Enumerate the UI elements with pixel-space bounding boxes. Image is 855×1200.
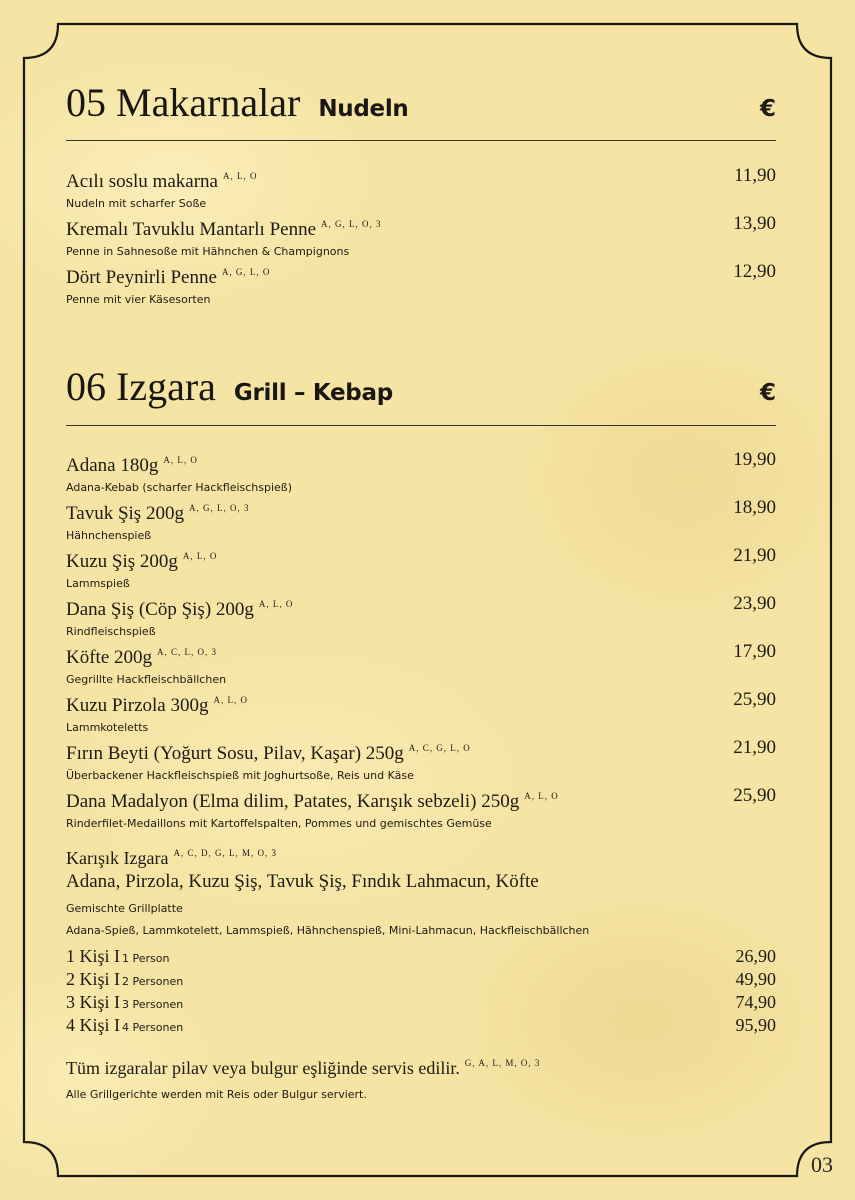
item-description: Rinderfilet-Medaillons mit Kartoffelspalten, Pommes und gemischtes Gemüse [66,817,492,830]
menu-item [66,545,776,590]
item-allergens: A, L, O [213,695,248,705]
section-header-grill [66,366,776,412]
item-price: 21,90 [733,545,776,566]
item-name: Köfte 200g [66,647,153,668]
item-price: 18,90 [733,497,776,518]
menu-item [66,593,776,638]
section-subtitle: Nudeln [318,96,409,122]
item-allergens: A, G, L, O [221,267,271,277]
portion-price: 26,90 [735,946,776,966]
item-price: 17,90 [733,641,776,662]
portion-sublabel: 4 Personen [122,1021,184,1034]
item-name: Tavuk Şiş 200g [66,503,184,524]
mixed-grill-allergens: A, C, D, G, L, M, O, 3 [173,848,277,858]
item-name: Adana 180g [66,455,159,476]
mixed-grill-title [66,847,277,869]
item-description: Rindfleischspieß [66,625,156,638]
mixed-grill-description-detail: Adana-Spieß, Lammkotelett, Lammspieß, Hähnchenspieß, Mini-Lahmacun, Hackfleischbällchen [66,924,590,937]
footer-note [66,1057,540,1079]
portion-price: 95,90 [735,1015,776,1035]
page-number: 03 [811,1152,833,1177]
menu-item [66,165,776,210]
item-allergens: A, G, L, O, 3 [188,503,250,513]
item-description: Überbackener Hackfleischspieß mit Joghurtsoße, Reis und Käse [66,769,414,782]
currency-label: € [759,96,776,122]
item-price: 12,90 [733,261,776,282]
portion-row [66,969,776,991]
portion-price: 49,90 [735,969,776,989]
footer-note-text: Tüm izgaralar pilav veya bulgur eşliğinde servis edilir. [66,1058,460,1078]
menu-item [66,689,776,734]
item-name: Kuzu Pirzola 300g [66,695,209,716]
item-price: 19,90 [733,449,776,470]
item-allergens: A, L, O [524,791,559,801]
item-name: Fırın Beyti (Yoğurt Sosu, Pilav, Kaşar) 250g [66,743,404,764]
menu-item [66,641,776,686]
portion-row [66,992,776,1014]
menu-item [66,497,776,542]
portion-label: 3 Kişi I [66,992,120,1012]
item-allergens: A, L, O [222,171,258,181]
portion-row [66,946,776,968]
item-description: Penne mit vier Käsesorten [66,293,211,306]
section-divider [66,140,776,141]
item-description: Gegrillte Hackfleischbällchen [66,673,227,686]
item-allergens: A, L, O [182,551,218,561]
item-name: Dana Madalyon (Elma dilim, Patates, Karışık sebzeli) 250g [66,791,520,812]
item-price: 25,90 [733,785,776,806]
menu-item [66,785,776,830]
item-price: 13,90 [733,213,776,234]
portion-sublabel: 3 Personen [122,998,184,1011]
item-price: 23,90 [733,593,776,614]
section-title-text: 05 Makarnalar [66,80,301,125]
item-description: Adana-Kebab (scharfer Hackfleischspieß) [66,481,293,494]
item-price: 21,90 [733,737,776,758]
mixed-grill-name: Karışık Izgara [66,848,169,868]
item-description: Lammspieß [66,577,130,590]
item-name: Kuzu Şiş 200g [66,551,178,572]
portion-row [66,1015,776,1037]
section-divider [66,425,776,426]
portion-sublabel: 1 Person [122,952,170,965]
menu-item [66,449,776,494]
item-price: 25,90 [733,689,776,710]
item-allergens: A, C, L, O, 3 [157,647,218,657]
portion-label: 1 Kişi I [66,946,120,966]
item-name: Dana Şiş (Cöp Şiş) 200g [66,599,254,620]
item-description: Penne in Sahnesoße mit Hähnchen & Champignons [66,245,350,258]
footer-note-allergens: G, A, L, M, O, 3 [464,1058,541,1068]
currency-label: € [759,380,776,406]
section-title [66,363,393,410]
section-title [66,79,409,126]
item-allergens: A, L, O [163,455,198,465]
section-title-text: 06 Izgara [66,364,216,409]
menu-item [66,261,776,306]
section-header-nudeln [66,82,776,128]
item-description: Nudeln mit scharfer Soße [66,197,207,210]
item-allergens: A, C, G, L, O [408,743,471,753]
portion-sublabel: 2 Personen [122,975,184,988]
item-price: 11,90 [733,165,776,186]
mixed-grill-description: Gemischte Grillplatte [66,902,183,915]
item-allergens: A, L, O [258,599,294,609]
mixed-grill-contents: Adana, Pirzola, Kuzu Şiş, Tavuk Şiş, Fındık Lahmacun, Köfte [66,871,539,892]
menu-item [66,737,776,782]
portion-price: 74,90 [735,992,776,1012]
portion-label: 4 Kişi I [66,1015,120,1035]
item-name: Kremalı Tavuklu Mantarlı Penne [66,219,317,240]
section-subtitle: Grill – Kebap [233,380,393,406]
item-name: Acılı soslu makarna [66,171,218,192]
menu-item [66,213,776,258]
item-allergens: A, G, L, O, 3 [321,219,382,229]
footer-note-translation: Alle Grillgerichte werden mit Reis oder Bulgur serviert. [66,1088,367,1101]
portion-label: 2 Kişi I [66,969,120,989]
item-description: Lammkoteletts [66,721,149,734]
item-description: Hähnchenspieß [66,529,152,542]
item-name: Dört Peynirli Penne [66,267,217,288]
